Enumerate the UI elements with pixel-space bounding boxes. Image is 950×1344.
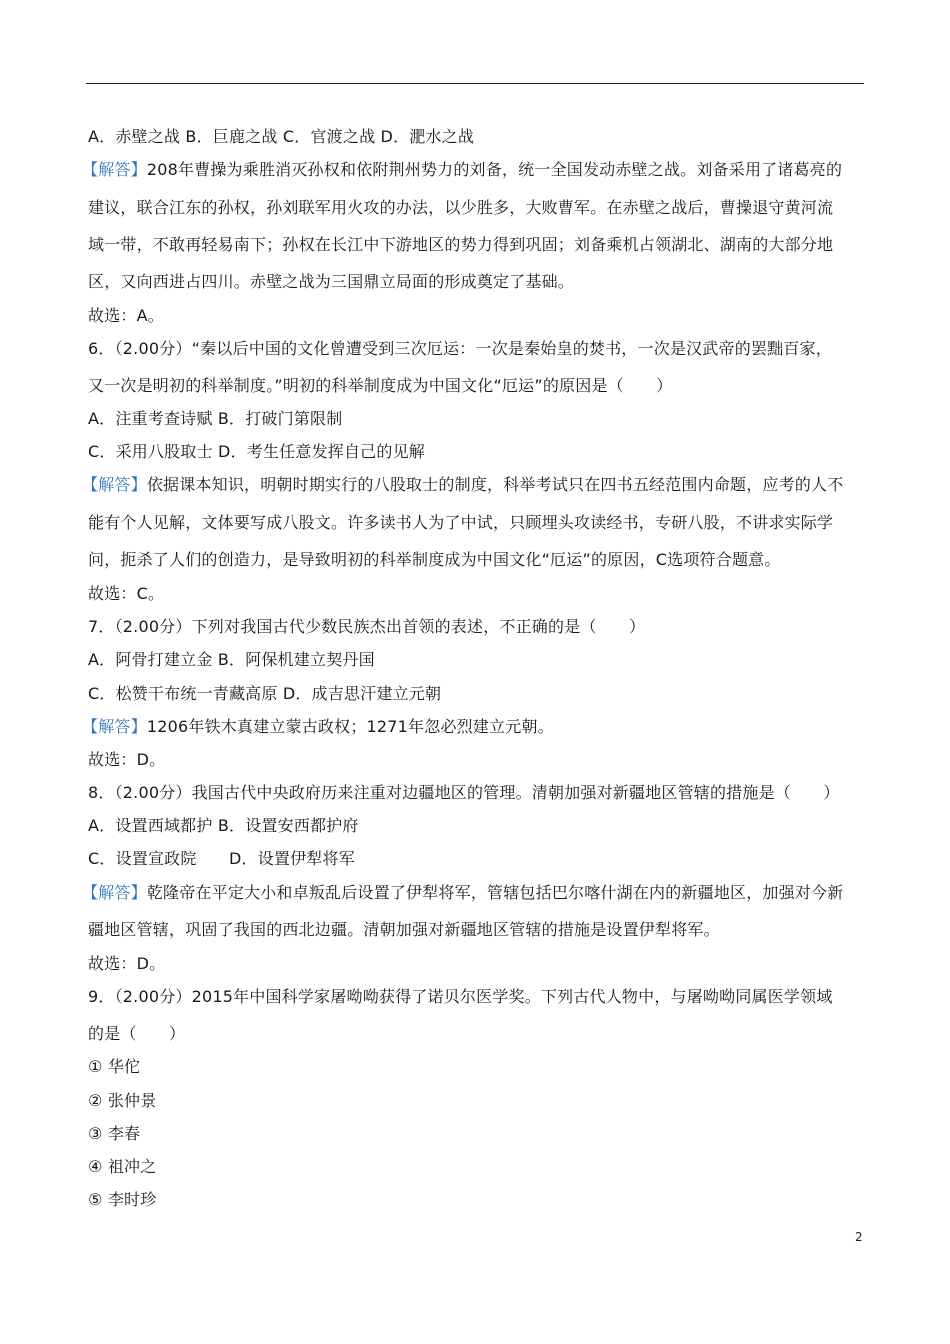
q5-analysis-line-4: 区，又向西进占四川。赤壁之战为三国鼎立局面的形成奠定了基础。 xyxy=(88,272,575,291)
q8-analysis-line-1: 【解答】乾隆帝在平定大小和卓叛乱后设置了伊犁将军，管辖包括巴尔喀什湖在内的新疆地区，加强对今新 xyxy=(82,883,844,902)
q9-item: ⑤ 李时珍 xyxy=(88,1190,157,1209)
q6-choice: 故选：C。 xyxy=(88,584,165,603)
q5-choice: 故选：A。 xyxy=(88,306,164,325)
q5-analysis-line-3: 域一带，不敢再轻易南下；孙权在长江中下游地区的势力得到巩固；刘备乘机占领湖北、湖南的大部分地 xyxy=(88,235,834,254)
q9-item: ③ 李春 xyxy=(88,1124,141,1143)
q9-stem-line-1: 9．（2.00分）2015年中国科学家屠呦呦获得了诺贝尔医学奖。下列古代人物中，与屠呦呦同属医学领域 xyxy=(88,987,833,1006)
q8-options-line-2: C．设置宣政院 D．设置伊犁将军 xyxy=(88,849,355,868)
header-rule xyxy=(86,83,864,84)
q9-item: ① 华佗 xyxy=(88,1057,141,1076)
q6-analysis-line-2: 能有个人见解，文体要写成八股文。许多读书人为了中试，只顾埋头攻读经书，专研八股，不讲求实际学 xyxy=(88,513,834,532)
answer-tag: 【解答】 xyxy=(82,883,147,902)
answer-tag: 【解答】 xyxy=(82,160,147,179)
q6-stem-line-1: 6．（2.00分）“秦以后中国的文化曾遭受到三次厄运：一次是秦始皇的焚书，一次是汉武帝的罢黜百家， xyxy=(88,339,832,358)
q9-item: ④ 祖冲之 xyxy=(88,1157,157,1176)
q6-analysis-line-1: 【解答】依据课本知识，明朝时期实行的八股取士的制度，科举考试只在四书五经范围内命题，应考的人不 xyxy=(82,475,844,494)
q7-choice: 故选：D。 xyxy=(88,750,166,769)
q8-choice: 故选：D。 xyxy=(88,954,166,973)
q6-stem-line-2: 又一次是明初的科举制度。”明初的科举制度成为中国文化“厄运”的原因是（ ） xyxy=(88,376,673,395)
q5-options: A．赤壁之战 B．巨鹿之战 C．官渡之战 D．淝水之战 xyxy=(88,127,475,146)
q8-analysis-line-2: 疆地区管辖，巩固了我国的西北边疆。清朝加强对新疆地区管辖的措施是设置伊犁将军。 xyxy=(88,920,720,939)
page-number: 2 xyxy=(855,1230,863,1244)
q5-analysis-line-2: 建议，联合江东的孙权，孙刘联军用火攻的办法，以少胜多，大败曹军。在赤壁之战后，曹操退守黄河流 xyxy=(88,198,834,217)
q8-stem: 8．（2.00分）我国古代中央政府历来注重对边疆地区的管理。清朝加强对新疆地区管辖的措施是（ ） xyxy=(88,783,840,802)
q5-analysis-line-1: 【解答】208年曹操为乘胜消灭孙权和依附荆州势力的刘备，统一全国发动赤壁之战。刘备采用了诸葛亮的 xyxy=(82,160,843,179)
q7-options-line-2: C．松赞干布统一青藏高原 D．成吉思汗建立元朝 xyxy=(88,684,442,703)
q7-stem: 7．（2.00分）下列对我国古代少数民族杰出首领的表述，不正确的是（ ） xyxy=(88,617,646,636)
q8-options-line-1: A．设置西域都护 B．设置安西都护府 xyxy=(88,816,359,835)
answer-tag: 【解答】 xyxy=(82,475,147,494)
q6-options-line-1: A．注重考查诗赋 B．打破门第限制 xyxy=(88,409,343,428)
q6-options-line-2: C．采用八股取士 D．考生任意发挥自己的见解 xyxy=(88,442,425,461)
answer-tag: 【解答】 xyxy=(82,717,147,736)
q7-options-line-1: A．阿骨打建立金 B．阿保机建立契丹国 xyxy=(88,650,375,669)
q6-analysis-line-3: 问，扼杀了人们的创造力，是导致明初的科举制度成为中国文化“厄运”的原因，C选项符合题意。 xyxy=(88,550,781,569)
q9-stem-line-2: 的是（ ） xyxy=(88,1024,186,1043)
q9-item: ② 张仲景 xyxy=(88,1091,157,1110)
q7-analysis: 【解答】1206年铁木真建立蒙古政权；1271年忽必烈建立元朝。 xyxy=(82,717,554,736)
